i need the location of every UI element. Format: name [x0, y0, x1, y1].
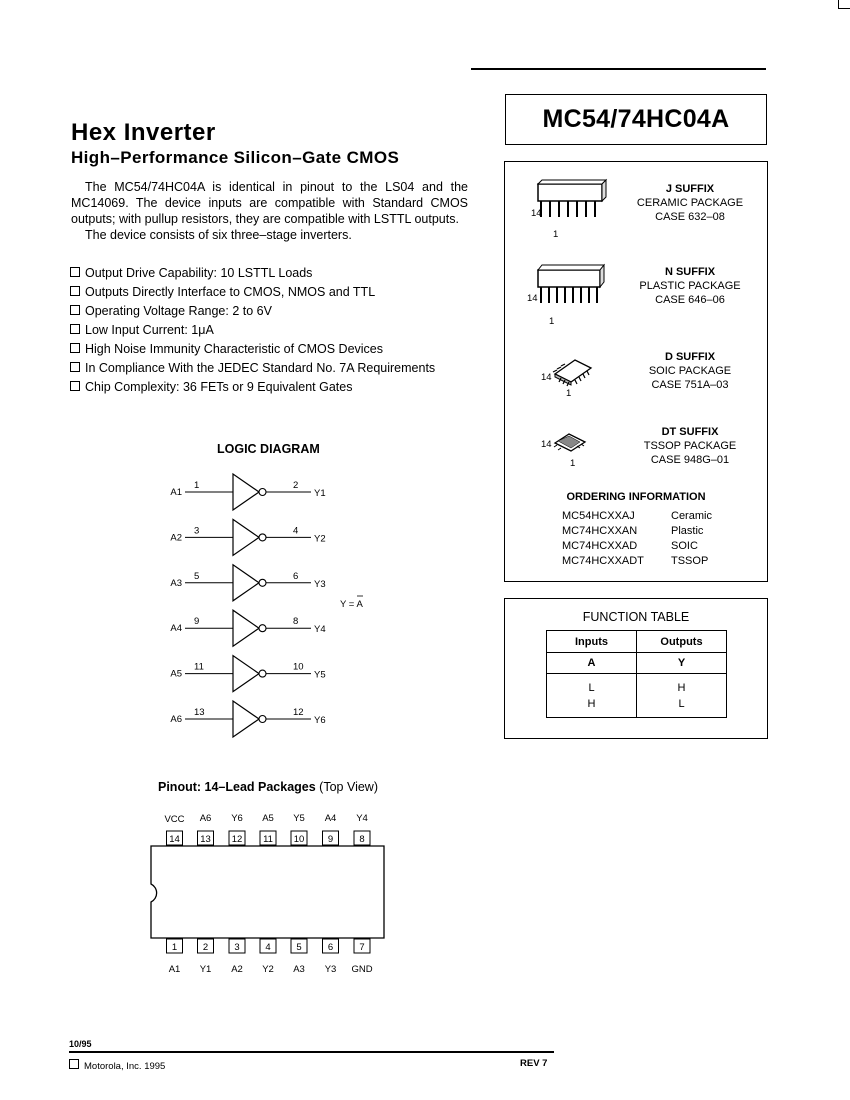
table-header: Inputs — [547, 631, 637, 653]
page-title: Hex Inverter — [71, 119, 216, 146]
pin-label: Y4 — [356, 813, 368, 824]
feature-text: Output Drive Capability: 10 LSTTL Loads — [85, 266, 313, 280]
gate-output-label: Y4 — [314, 624, 326, 636]
gate-input-pin: 1 — [194, 480, 200, 491]
top-pin — [198, 813, 214, 845]
pin-label: Y2 — [262, 964, 274, 975]
pin-label: A6 — [199, 813, 212, 824]
package-case: CASE 632–08 — [655, 211, 725, 223]
pin-1-label: 1 — [553, 229, 559, 240]
ordering-part: MC74HCXXAN — [562, 525, 638, 537]
pin-number: 12 — [231, 834, 243, 845]
pin-number: 14 — [169, 834, 180, 845]
package-suffix: J SUFFIX — [665, 183, 715, 195]
logic-diagram-title: LOGIC DIAGRAM — [217, 442, 320, 456]
feature-text: Low Input Current: 1μA — [85, 323, 214, 337]
gate-output-pin: 8 — [293, 616, 299, 628]
footer-copyright — [69, 1059, 165, 1072]
pin-number: 10 — [293, 834, 305, 845]
pinout-title-suffix: (Top View) — [315, 780, 378, 794]
feature-text: In Compliance With the JEDEC Standard No. 7A Requirements — [85, 361, 436, 375]
ordering-package: TSSOP — [671, 555, 709, 567]
gate-input-label: A4 — [170, 623, 182, 635]
gate-output-label: Y1 — [314, 488, 326, 499]
top-pin — [291, 813, 307, 845]
gate-input-pin: 5 — [194, 570, 200, 582]
table-subheader: Y — [637, 653, 727, 674]
bottom-pin — [198, 939, 214, 975]
gate-output-pin: 4 — [293, 525, 299, 537]
gate-output-label: Y5 — [314, 669, 326, 681]
pin-number: 2 — [202, 942, 209, 953]
description-paragraph: The device consists of six three–stage inverters. — [85, 228, 352, 242]
top-pin — [323, 813, 339, 845]
pin-1-label: 1 — [549, 316, 555, 327]
bottom-pin — [323, 939, 339, 975]
pin-14-label: 14 — [541, 372, 552, 383]
table-header: Outputs — [637, 631, 727, 653]
pin-number: 11 — [263, 834, 273, 845]
table-subheader: A — [547, 653, 637, 674]
ic-body — [151, 846, 384, 938]
package-case: CASE 948G–01 — [650, 454, 730, 466]
gate-input-label: A1 — [170, 487, 182, 498]
pin-1-label: 1 — [570, 458, 576, 469]
package-type: PLASTIC PACKAGE — [639, 280, 741, 292]
pinout-title-bold: Pinout: 14–Lead Packages — [158, 780, 316, 794]
gate-input-label: A5 — [170, 668, 182, 680]
gate-input-pin: 3 — [194, 525, 200, 537]
part-number-box: MC54/74HC04A — [505, 94, 767, 145]
package-type: SOIC PACKAGE — [648, 365, 732, 377]
footer-date: 10/95 — [69, 1039, 92, 1049]
equation-rhs: A — [356, 599, 363, 610]
bottom-pin — [291, 939, 307, 975]
table-value: L — [588, 681, 595, 694]
pin-number: 1 — [171, 942, 178, 953]
bottom-pin — [167, 939, 183, 975]
gate-output-pin: 6 — [293, 570, 299, 582]
pin-label: A4 — [324, 813, 337, 824]
feature-text: Chip Complexity: 36 FETs or 9 Equivalent Gates — [85, 380, 353, 394]
gate-output-pin: 12 — [293, 707, 304, 718]
package-type: TSSOP PACKAGE — [643, 440, 737, 452]
pin-label: Y5 — [293, 813, 305, 824]
ordering-part: MC74HCXXADT — [562, 555, 644, 567]
bottom-pin — [351, 939, 372, 975]
pin-number: 4 — [265, 942, 271, 953]
top-pin — [164, 814, 184, 845]
pin-label: Y1 — [199, 964, 212, 975]
top-pin — [354, 813, 370, 845]
gate-output-label: Y6 — [314, 715, 326, 726]
pin-label: A2 — [231, 964, 243, 975]
ordering-package: SOIC — [671, 540, 698, 552]
top-pin — [229, 813, 245, 845]
package-case: CASE 646–06 — [655, 294, 725, 306]
bottom-pin — [229, 939, 245, 975]
gate-output-pin: 10 — [293, 661, 304, 673]
gate-input-label: A2 — [170, 532, 182, 544]
description-paragraph: The MC54/74HC04A is identical in pinout to the LS04 and the MC14069. The device inputs are compatible with Standard CMOS outputs; with pullup resistors, they are compatible with LSTTL outputs. — [71, 180, 468, 226]
pin-label: A5 — [262, 813, 274, 824]
gate-input-label: A6 — [170, 714, 182, 725]
pin-number: 13 — [200, 834, 211, 845]
bottom-pin — [260, 939, 276, 975]
pin-number: 8 — [359, 834, 365, 845]
pin-label: A1 — [168, 964, 181, 975]
feature-text: Outputs Directly Interface to CMOS, NMOS and TTL — [85, 285, 376, 299]
pin-14-label: 14 — [541, 439, 552, 450]
pin-14-label: 14 — [531, 208, 542, 219]
pin-number: 9 — [327, 834, 334, 845]
pin-number: 7 — [359, 942, 365, 953]
ordering-package: Ceramic — [671, 510, 712, 522]
table-value: H — [587, 697, 596, 710]
ordering-part: MC54HCXXAJ — [562, 510, 635, 522]
package-type: CERAMIC PACKAGE — [636, 197, 744, 209]
pin-label: Y6 — [231, 813, 243, 824]
feature-text: Operating Voltage Range: 2 to 6V — [85, 304, 272, 318]
package-case: CASE 751A–03 — [651, 379, 729, 391]
pin-label: Y3 — [324, 964, 337, 975]
pin-number: 3 — [234, 942, 240, 953]
equation-lhs: Y = — [340, 599, 357, 610]
footer-rev: REV 7 — [520, 1058, 548, 1069]
ordering-package: Plastic — [671, 525, 704, 537]
pin-1-label: 1 — [566, 388, 572, 399]
pin-label: GND — [351, 964, 373, 975]
table-value: L — [678, 697, 685, 710]
pin-number: 5 — [296, 942, 302, 953]
pin-14-label: 14 — [527, 293, 538, 304]
pin-label: VCC — [164, 814, 185, 825]
bullet-box-icon — [69, 1059, 79, 1069]
footer-rule — [69, 1051, 554, 1053]
pin-number: 6 — [327, 942, 334, 953]
function-table-title: FUNCTION TABLE — [582, 610, 690, 624]
feature-text: High Noise Immunity Characteristic of CMOS Devices — [85, 342, 383, 356]
package-suffix: DT SUFFIX — [661, 426, 719, 438]
copyright-text: Motorola, Inc. 1995 — [84, 1061, 166, 1072]
package-suffix: N SUFFIX — [664, 266, 716, 278]
ordering-part: MC74HCXXAD — [562, 540, 638, 552]
top-pin — [260, 813, 276, 845]
gate-input-pin: 11 — [194, 661, 204, 673]
package-suffix: D SUFFIX — [664, 351, 716, 363]
gate-input-label: A3 — [170, 577, 182, 589]
table-value: H — [677, 681, 686, 694]
gate-input-pin: 13 — [194, 707, 205, 718]
page-subtitle: High–Performance Silicon–Gate CMOS — [71, 148, 400, 167]
pin-label: A3 — [293, 964, 305, 975]
gate-output-label: Y2 — [314, 533, 326, 545]
gate-output-label: Y3 — [314, 578, 326, 590]
gate-input-pin: 9 — [194, 616, 200, 628]
gate-output-pin: 2 — [293, 480, 299, 491]
ordering-info-title: ORDERING INFORMATION — [566, 491, 706, 503]
